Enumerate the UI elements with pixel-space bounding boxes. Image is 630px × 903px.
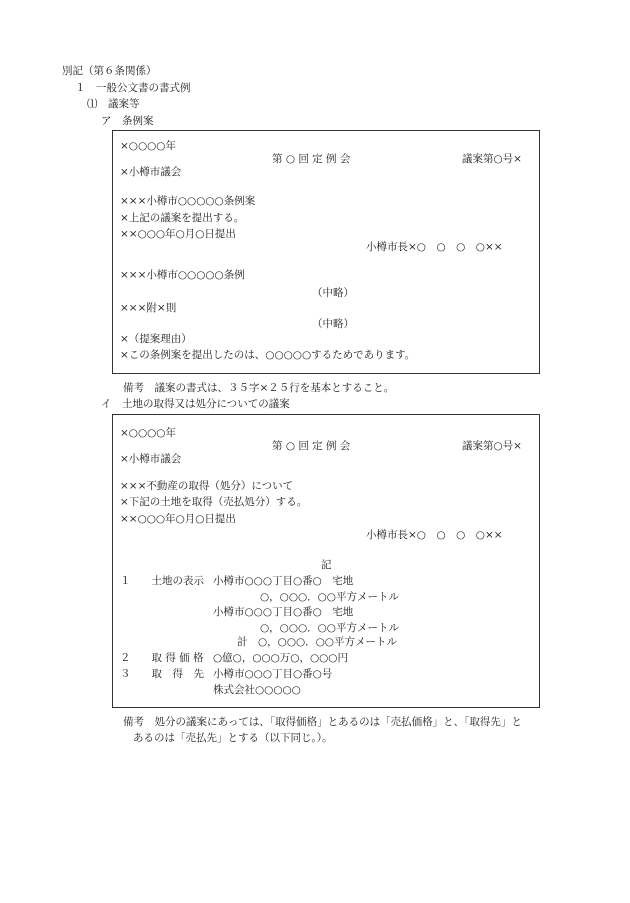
form-a-title: ×××小樽市○○○○○条例案 (120, 195, 256, 207)
form-a-year: ×○○○○年 (120, 140, 176, 152)
land-display-label: １ 土地の表示 (120, 575, 204, 587)
item-a-heading: ア 条例案 (101, 115, 154, 127)
land-area-1: ○，○○○．○○平方メートル (260, 591, 399, 603)
form-a-omission-1: （中略） (312, 287, 354, 299)
form-a-date: ××○○○年○月○日提出 (120, 228, 236, 240)
form-a-omission-2: （中略） (312, 318, 354, 330)
acquirer-label: ３ 取 得 先 (120, 668, 204, 680)
form-a-assembly: ×小樽市議会 (120, 166, 182, 178)
land-area-2: ○，○○○．○○平方メートル (260, 622, 399, 634)
form-a-reason: ×この条例案を提出したのは、○○○○○するためであります。 (120, 349, 416, 361)
land-area-total: 計 ○，○○○．○○平方メートル (237, 636, 397, 648)
item-i-heading: イ 土地の取得又は処分についての議案 (101, 398, 290, 410)
form-a-ordinance: ×××小樽市○○○○○条例 (120, 269, 245, 281)
form-i-year: ×○○○○年 (120, 427, 176, 439)
form-i-date: ××○○○年○月○日提出 (120, 513, 236, 525)
form-i-title: ×××不動産の取得（処分）について (120, 480, 294, 492)
form-i-session: 第 ○ 回 定 例 会 (272, 440, 351, 452)
form-a-mayor: 小樽市長×○ ○ ○ ○×× (366, 241, 503, 253)
form-i-assembly: ×小樽市議会 (120, 453, 182, 465)
form-i-ki: 記 (321, 559, 332, 571)
form-a-submit-statement: ×上記の議案を提出する。 (120, 212, 245, 224)
form-a-bill-number: 議案第○号× (462, 153, 522, 165)
form-i-submit-statement: ×下記の土地を取得（売払処分）する。 (120, 496, 308, 508)
land-address-2: 小樽市○○○丁目○番○ 宅地 (213, 606, 354, 618)
form-i-bill-number: 議案第○号× (462, 440, 522, 452)
section-heading: １ 一般公文書の書式例 (75, 82, 191, 94)
price-label: ２ 取 得 価 格 (120, 652, 204, 664)
note-i-line-1: 備考 処分の議案にあっては、「取得価格」とあるのは「売払価格」と、「取得先」と (123, 716, 522, 728)
appendix-heading: 別記（第６条関係） (62, 65, 157, 77)
note-i-line-2: あるのは「売払先」とする（以下同じ。）。 (133, 732, 333, 744)
acquirer-address: 小樽市○○○丁目○番○号 (213, 668, 333, 680)
price-value: ○億○，○○○万○，○○○円 (213, 652, 348, 664)
form-a-session: 第 ○ 回 定 例 会 (272, 153, 351, 165)
form-i-mayor: 小樽市長×○ ○ ○ ○×× (366, 529, 503, 541)
subsection-heading: ⑴ 議案等 (87, 98, 140, 110)
note-a: 備考 議案の書式は、３５字×２５行を基本とすること。 (123, 382, 395, 394)
acquirer-company: 株式会社○○○○○ (213, 684, 301, 696)
form-a-reason-label: ×（提案理由） (120, 333, 192, 345)
land-address-1: 小樽市○○○丁目○番○ 宅地 (213, 575, 354, 587)
form-a-supplementary: ×××附×則 (120, 302, 177, 314)
